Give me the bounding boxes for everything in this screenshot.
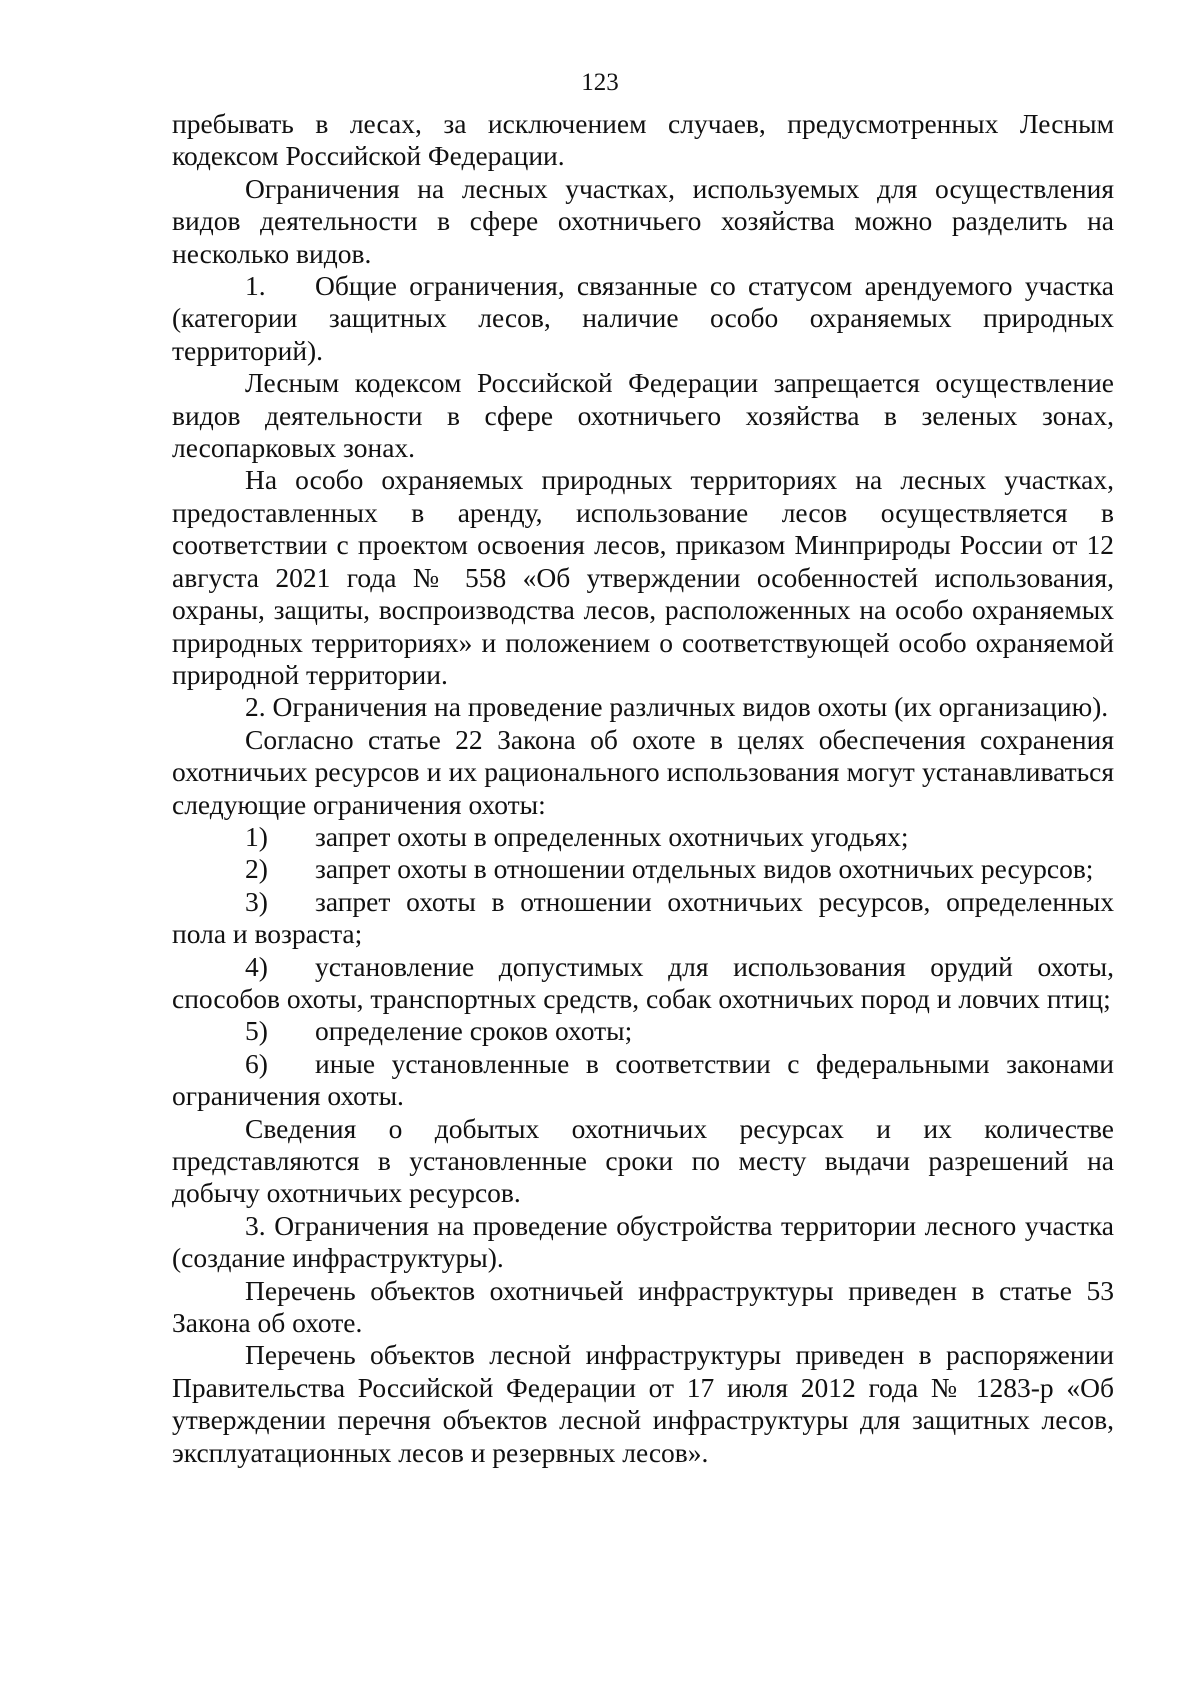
list-item-number: 5) (245, 1015, 268, 1047)
list-item-text: запрет охоты в определенных охотничьих угодьях; (315, 820, 909, 852)
list-item-number: 3) (245, 885, 268, 917)
list-item (172, 821, 1114, 853)
paragraph-infrastructure-heading: 3. Ограничения на проведение обустройства территории лесного участка (создание инфраструктуры). (172, 1209, 1114, 1274)
list-item-text: запрет охоты в отношении отдельных видов охотничьих ресурсов; (315, 853, 1094, 885)
paragraph-catch-reporting: Сведения о добытых охотничьих ресурсах и их количестве представляются в установленные сроки по месту выдачи разрешений на добычу охотничьих ресурсов. (172, 1112, 1114, 1209)
list-item (172, 853, 1114, 885)
list-item-text: иные установленные в соответствии с федеральными законами ограничения охоты. (172, 1047, 1114, 1112)
paragraph-restriction-types: Ограничения на лесных участках, используемых для осуществления видов деятельности в сфере охотничьего хозяйства можно разделить на несколько видов. (172, 172, 1114, 269)
paragraph-continuation: пребывать в лесах, за исключением случаев, предусмотренных Лесным кодексом Российской Федерации. (172, 108, 1114, 172)
heading-text: Общие ограничения, связанные со статусом арендуемого участка (категории защитных лесов, наличие особо охраняемых природных территорий). (172, 270, 1114, 366)
list-item-text: установление допустимых для использования орудий охоты, способов охоты, транспортных средств, собак охотничьих пород и ловчих птиц; (172, 950, 1114, 1014)
list-item-number: 4) (245, 950, 268, 982)
list-item-text: запрет охоты в отношении охотничьих ресурсов, определенных пола и возраста; (172, 885, 1114, 950)
list-item-number: 2) (245, 853, 268, 885)
list-item (172, 886, 1114, 951)
list-item-number: 6) (245, 1047, 268, 1079)
list-item-text: определение сроков охоты; (315, 1015, 633, 1047)
paragraph-article-22: Согласно статье 22 Закона об охоте в целях обеспечения сохранения охотничьих ресурсов и их рационального использования могут устанавливаться следующие ограничения охоты: (172, 723, 1114, 820)
paragraph-forest-code: Лесным кодексом Российской Федерации запрещается осуществление видов деятельности в сфере охотничьего хозяйства в зеленых зонах, лесопарковых зонах. (172, 367, 1114, 464)
list-item (172, 1048, 1114, 1113)
paragraph-hunting-restrictions-heading: 2. Ограничения на проведение различных видов охоты (их организацию). (245, 691, 1109, 723)
document-body (172, 108, 1114, 1469)
paragraph-protected-areas: На особо охраняемых природных территориях на лесных участках, предоставленных в аренду, использование лесов осуществляется в соответствии с проектом освоения лесов, приказом Минприроды России от 12 августа 2021 года № 558 «Об утверждении особенностей использования, охраны, защиты, воспроизводства лесов, расположенных на особо охраняемых природных территориях» и положением о соответствующей особо охраняемой природной территории. (172, 464, 1114, 690)
heading-number: 1. (245, 270, 266, 302)
list-item (172, 1015, 1114, 1047)
list-item-number: 1) (245, 820, 268, 852)
page-number: 123 (581, 69, 619, 96)
paragraph-hunting-infrastructure: Перечень объектов охотничьей инфраструктуры приведен в статье 53 Закона об охоте. (172, 1274, 1114, 1339)
list-item (172, 951, 1114, 1016)
numbered-heading-1 (172, 270, 1114, 367)
paragraph-forest-infrastructure: Перечень объектов лесной инфраструктуры приведен в распоряжении Правительства Российской Федерации от 17 июля 2012 года № 1283-р «Об утверждении перечня объектов лесной инфраструктуры для защитных лесов, эксплуатационных лесов и резервных лесов». (172, 1339, 1114, 1468)
